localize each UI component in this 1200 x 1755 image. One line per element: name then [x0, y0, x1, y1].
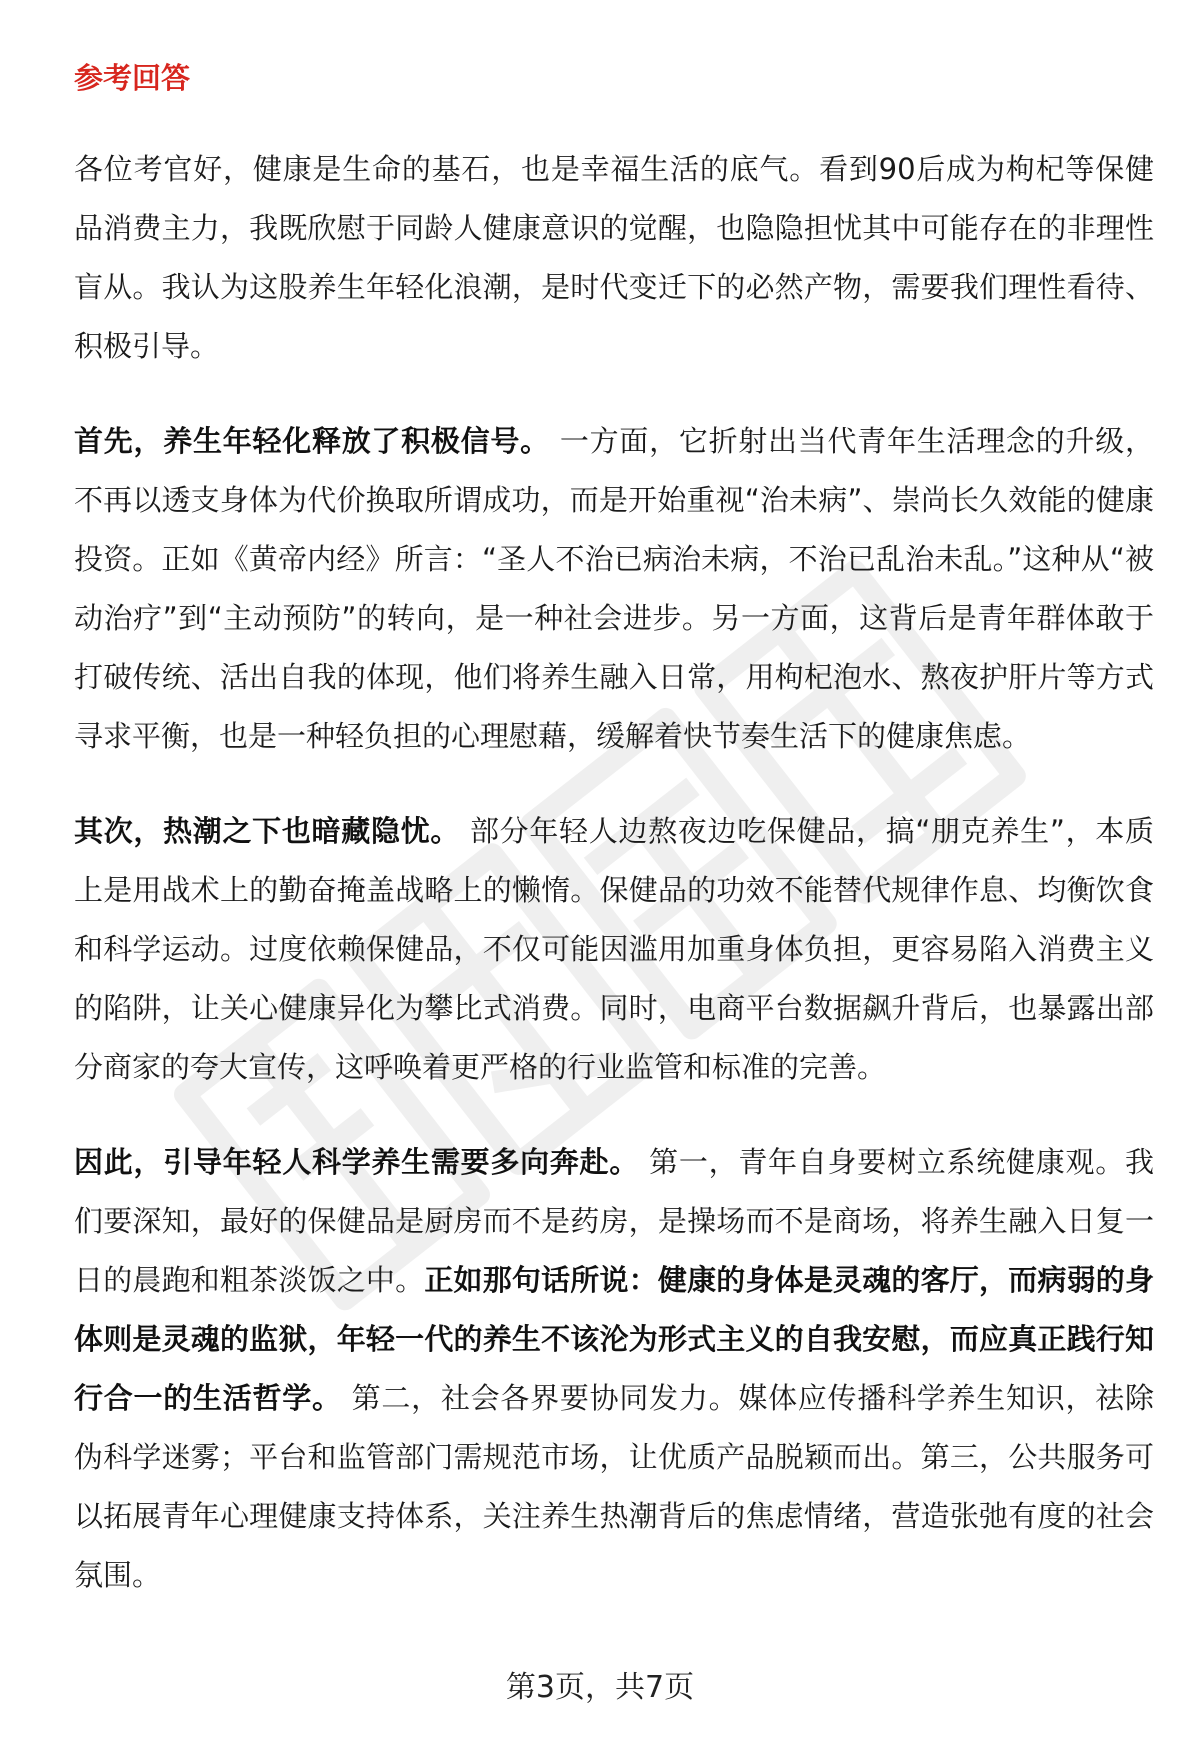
paragraph-intro-text: 各位考官好，健康是生命的基石，也是幸福生活的底气。看到90后成为枸杞等保健品消费主力，我既欣慰于同龄人健康意识的觉醒，也隐隐担忧其中可能存在的非理性盲从。我认为这股养生年轻化浪潮，是时代变迁下的必然产物，需要我们理性看待、积极引导。 [74, 152, 1154, 363]
paragraph-first-text: 一方面，它折射出当代青年生活理念的升级，不再以透支身体为代价换取所谓成功，而是开始重视“治未病”、崇尚长久效能的健康投资。正如《黄帝内经》所言：“圣人不治已病治未病，不治已乱治未乱。”这种从“被动治疗”到“主动预防”的转向，是一种社会进步。另一方面，这背后是青年群体敢于打破传统、活出自我的体现，他们将养生融入日常，用枸杞泡水、熬夜护肝片等方式寻求平衡，也是一种轻负担的心理慰藉，缓解着快节奏生活下的健康焦虑。 [74, 424, 1154, 753]
paragraph-second-lead: 其次，热潮之下也暗藏隐忧。 [74, 814, 461, 848]
paragraph-first [74, 412, 1154, 766]
paragraph-second [74, 802, 1154, 1097]
document-body [74, 58, 1154, 1641]
paragraph-third-quote: 正如那句话所说：健康的身体是灵魂的客厅，而病弱的身体则是灵魂的监狱，年轻一代的养生不该沦为形式主义的自我安慰，而应真正践行知行合一的生活哲学。 [74, 1263, 1154, 1415]
paragraph-second-text: 部分年轻人边熬夜边吃保健品，搞“朋克养生”，本质上是用战术上的勤奋掩盖战略上的懒惰。保健品的功效不能替代规律作息、均衡饮食和科学运动。过度依赖保健品，不仅可能因滥用加重身体负担，更容易陷入消费主义的陷阱，让关心健康异化为攀比式消费。同时，电商平台数据飙升背后，也暴露出部分商家的夸大宣传，这呼唤着更严格的行业监管和标准的完善。 [74, 814, 1154, 1084]
paragraph-intro [74, 140, 1154, 376]
paragraph-third-text-end: 第二，社会各界要协同发力。媒体应传播科学养生知识，祛除伪科学迷雾；平台和监管部门需规范市场，让优质产品脱颖而出。第三，公共服务可以拓展青年心理健康支持体系，关注养生热潮背后的焦虑情绪，营造张弛有度的社会氛围。 [74, 1381, 1154, 1592]
paragraph-third-lead: 因此，引导年轻人科学养生需要多向奔赴。 [74, 1145, 640, 1179]
paragraph-third [74, 1133, 1154, 1605]
page-number: 第3页，共7页 [505, 1670, 695, 1705]
section-heading: 参考回答 [74, 61, 191, 95]
paragraph-third-text: 第一，青年自身要树立系统健康观。我们要深知，最好的保健品是厨房而不是药房，是操场而不是商场，将养生融入日复一日的晨跑和粗茶淡饭之中。 [74, 1145, 1154, 1297]
paragraph-first-lead: 首先，养生年轻化释放了积极信号。 [74, 424, 550, 458]
